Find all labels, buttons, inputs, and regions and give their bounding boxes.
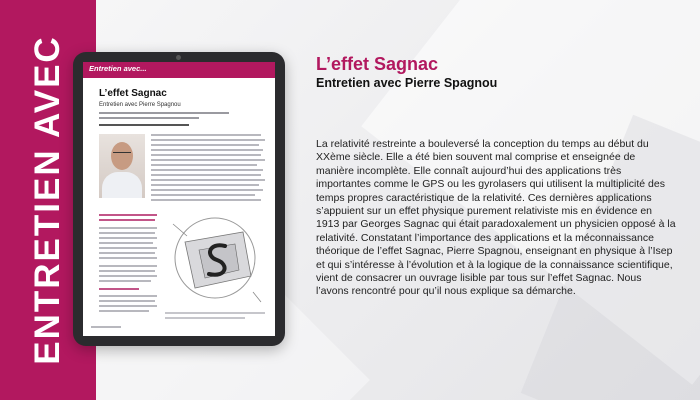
tablet-camera	[176, 55, 181, 60]
sagnac-interferometer-diagram-icon	[165, 212, 269, 308]
tablet-screen	[83, 62, 275, 336]
side-banner-title: ENTRETIEN AVEC	[28, 35, 67, 365]
magazine-article-subtitle: Entretien avec Pierre Spagnou	[99, 102, 181, 108]
magazine-article-title: L’effet Sagnac	[99, 88, 167, 99]
tablet-mockup	[73, 52, 285, 346]
magazine-header-bar	[83, 62, 275, 78]
article-body: La relativité restreinte a bouleversé la conception du temps au début du XXème siècle. Elle a été bien souvent mal comprise et enseignée de manière incomplète. Elle connaît aujourd’hui des applications très importantes comme le GPS ou les gyrolasers qui utilisent la multiplicité des temps propres caractéristique de la relativité. Ces dernières applications s’appuient sur un effet physique purement relativiste mis en évidence en 1913 par Georges Sagnac qui était paradoxalement un physicien opposé à la relativité. Constatant l’importance des applications et la méconnaissance théorique de l’effet Sagnac, Pierre Spagnou, enseignant en physique à l’Isep et qui s’intéresse à l’évolution et à la logique de la connaissance scientifique, vient de consacrer un ouvrage lisible par tous sur l’effet Sagnac. Nous l’avons rencontré pour qu’il nous explique sa démarche.	[316, 138, 676, 298]
article-subtitle: Entretien avec Pierre Spagnou	[316, 76, 498, 90]
magazine-header-label: Entretien avec...	[89, 64, 147, 73]
article-title: L’effet Sagnac	[316, 54, 439, 74]
person-photo-icon	[99, 134, 145, 198]
